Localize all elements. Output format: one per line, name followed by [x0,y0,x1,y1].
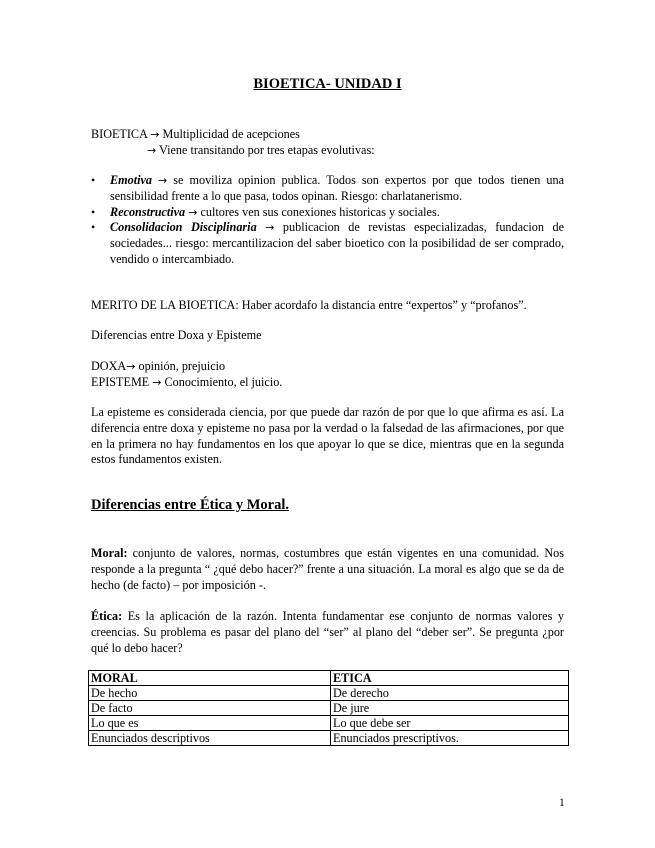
stage-term: Reconstructiva [110,204,186,219]
stage-term: Emotiva [110,173,152,187]
intro-line-1 [91,127,564,143]
table-cell: De facto [89,701,331,716]
arrow-icon: → [147,143,157,157]
table-cell: De derecho [331,686,569,701]
etica-text: Es la aplicación de la razón. Intenta fundamentar ese conjunto de normas valores y creencias. Su problema es pasar del plano del “ser” al plano del “deber ser”. Se pregunta ¿por qué lo debo hacer? [91,609,564,655]
list-item [91,220,564,267]
etica-label: Ética: [91,609,123,623]
episteme-paragraph: La episteme es considerada ciencia, por que puede dar razón de por que lo que afirma es así. La diferencia entre doxa y episteme no pasa por la verdad o la falsedad de las afirmaciones, por que en la primera no hay fundamentos en los que apoyar lo que se dice, mientras que en la segunda estos fundamentos existen. [91,405,564,467]
episteme-line [91,375,564,391]
table-cell: Lo que debe ser [331,716,569,731]
table-row [89,731,569,746]
page-number: 1 [559,797,565,809]
column-header: MORAL [89,671,331,686]
table-cell: De hecho [89,686,331,701]
table-cell: Enunciados descriptivos [89,731,331,746]
moral-paragraph [91,546,564,593]
moral-etica-table [88,670,569,746]
doxa-episteme-heading: Diferencias entre Doxa y Episteme [91,328,262,342]
table-cell: Lo que es [89,716,331,731]
stage-text: cultores ven sus conexiones historicas y sociales. [197,204,440,219]
list-item [91,205,564,221]
moral-text: conjunto de valores, normas, costumbres que están vigentes en una comunidad. Nos responde a la pregunta “ ¿qué debo hacer?” frente a una situación. La moral es algo que se da de hecho (de facto) – por imposición -. [91,546,564,592]
episteme-term: EPISTEME [91,374,153,389]
intro-term: BIOETICA [91,127,151,141]
merito-line: MERITO DE LA BIOETICA: Haber acordafo la distancia entre “expertos” y “profanos”. [91,298,527,312]
arrow-icon: → [158,174,168,187]
stage-text: publicacion de revistas especializadas, fundacion de sociedades... riesgo: mercantilizacion del saber bioetico con la posibilidad de ser comprado, vendido o intercambiado. [110,220,565,266]
table-cell: Enunciados prescriptivos. [331,731,569,746]
page-title: BIOETICA- UNIDAD I [253,76,402,92]
doxa-line [91,359,564,375]
arrow-icon: → [150,128,160,141]
etica-paragraph [91,609,564,656]
doxa-episteme-defs [91,359,564,391]
stage-text: se moviliza opinion publica. Todos son expertos por que todos tienen una sensibilidad frente a lo que pasa, todos opinan. Riesgo: charlatanerismo. [110,173,564,203]
intro-line-2 [91,143,564,159]
doxa-text: opinión, prejuicio [135,359,226,373]
episteme-text: Conocimiento, el juicio. [161,374,283,389]
stage-term: Consolidacion Disciplinaria [110,220,257,235]
table-header-row [89,671,569,686]
bioetica-intro [91,127,564,159]
intro-line-2-text: Viene transitando por tres etapas evolutivas: [156,142,375,157]
table-row [89,701,569,716]
arrow-icon: → [126,360,136,373]
arrow-icon: → [188,205,198,219]
list-item [91,173,564,205]
doxa-term: DOXA [91,359,127,373]
stages-list [91,173,564,268]
arrow-icon: → [152,375,162,389]
arrow-icon: → [265,221,275,235]
section-heading: Diferencias entre Ética y Moral. [91,497,289,513]
moral-label: Moral: [91,546,128,560]
column-header: ETICA [331,671,569,686]
table-row [89,686,569,701]
intro-line-1-text: Multiplicidad de acepciones [159,127,300,141]
table-cell: De jure [331,701,569,716]
table-row [89,716,569,731]
